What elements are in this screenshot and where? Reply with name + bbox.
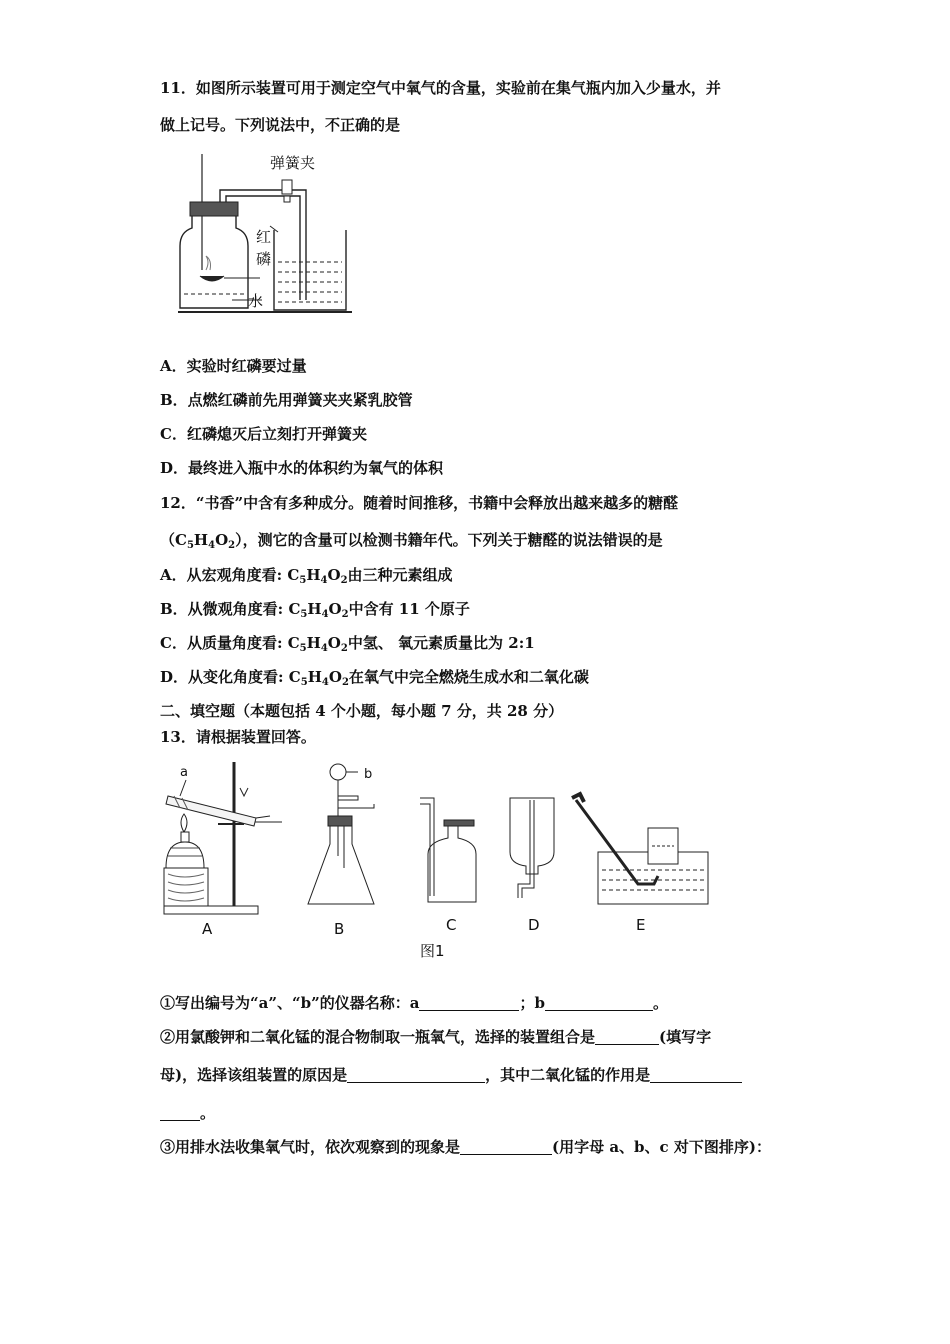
answer-blank-mno2-role-cont[interactable] [160,1104,200,1121]
q13-label-D: D [528,916,540,934]
q13-stem: 13．请根据装置回答。 [160,728,316,746]
q11-option-b: B．点燃红磷前先用弹簧夹夹紧乳胶管 [160,391,413,409]
answer-blank-order[interactable] [460,1138,552,1155]
q13-apparatus-figure [158,756,718,966]
q11-stem-line2: 做上记号。下列说法中，不正确的是 [160,116,401,134]
apparatus-c [420,798,476,902]
answer-blank-a[interactable] [419,994,519,1011]
q12-option-a: A．从宏观角度看: $C_5H_4O_2$由三种元素组成 [160,566,453,586]
q13-label-b: b [364,767,373,782]
q13-part2-line2: 母)，选择该组装置的原因是 ，其中二氧化锰的作用是 [160,1065,742,1085]
q12-option-b: B．从微观角度看: $C_5H_4O_2$中含有 11 个原子 [160,600,470,620]
q11-stem-line1: 11．如图所示装置可用于测定空气中氧气的含量，实验前在集气瓶内加入少量水，并 [160,79,721,97]
apparatus-a [164,762,282,914]
q12-stem-line1: 12．“书香”中含有多种成分。随着时间推移，书籍中会释放出越来越多的糖醛 [160,494,679,512]
apparatus-b [308,764,374,904]
q13-label-A: A [202,920,213,938]
apparatus-d [510,798,554,898]
q11-label-phosphorus-1: 红 [256,228,272,246]
q11-option-d: D．最终进入瓶中水的体积约为氧气的体积 [160,459,444,477]
answer-blank-mno2-role[interactable] [650,1066,742,1083]
q13-part3: ③用排水法收集氧气时，依次观察到的现象是 (用字母 a、b、c 对下图排序)： [160,1138,771,1156]
q13-figure-caption: 图1 [420,942,445,960]
q11-label-clamp: 弹簧夹 [270,154,316,172]
q12-option-d: D．从变化角度看: $C_5H_4O_2$在氧气中完全燃烧生成水和二氧化碳 [160,668,589,688]
q12-stem-line2: $(C_5H_4O_2)$，测它的含量可以检测书籍年代。下列关于糖醛的说法错误的是 [160,531,663,551]
q11-apparatus-figure [170,150,365,320]
q13-label-B: B [334,920,345,938]
q13-label-a: a [180,765,188,780]
q13-part2-line3: 。 [160,1103,215,1123]
q13-label-E: E [636,916,646,934]
q13-label-C: C [446,916,457,934]
answer-blank-reason[interactable] [347,1066,485,1083]
section2-heading: 二、填空题（本题包括 4 个小题，每小题 7 分，共 28 分） [160,702,564,720]
q13-part2-line1: ②用氯酸钾和二氧化锰的混合物制取一瓶氧气，选择的装置组合是 (填写字 [160,1028,712,1046]
answer-blank-b[interactable] [545,994,653,1011]
q11-label-water: 水 [248,292,264,310]
q13-part1: ①写出编号为“a”、“b”的仪器名称：a ；b 。 [160,994,668,1012]
apparatus-e [572,794,708,904]
q11-option-a: A．实验时红磷要过量 [160,357,307,375]
q11-option-c: C．红磷熄灭后立刻打开弹簧夹 [160,425,367,443]
answer-blank-device-combo[interactable] [595,1028,659,1045]
q11-label-phosphorus-2: 磷 [256,250,272,268]
q12-option-c: C．从质量角度看: $C_5H_4O_2$中氢、 氧元素质量比为 2:1 [160,634,535,654]
